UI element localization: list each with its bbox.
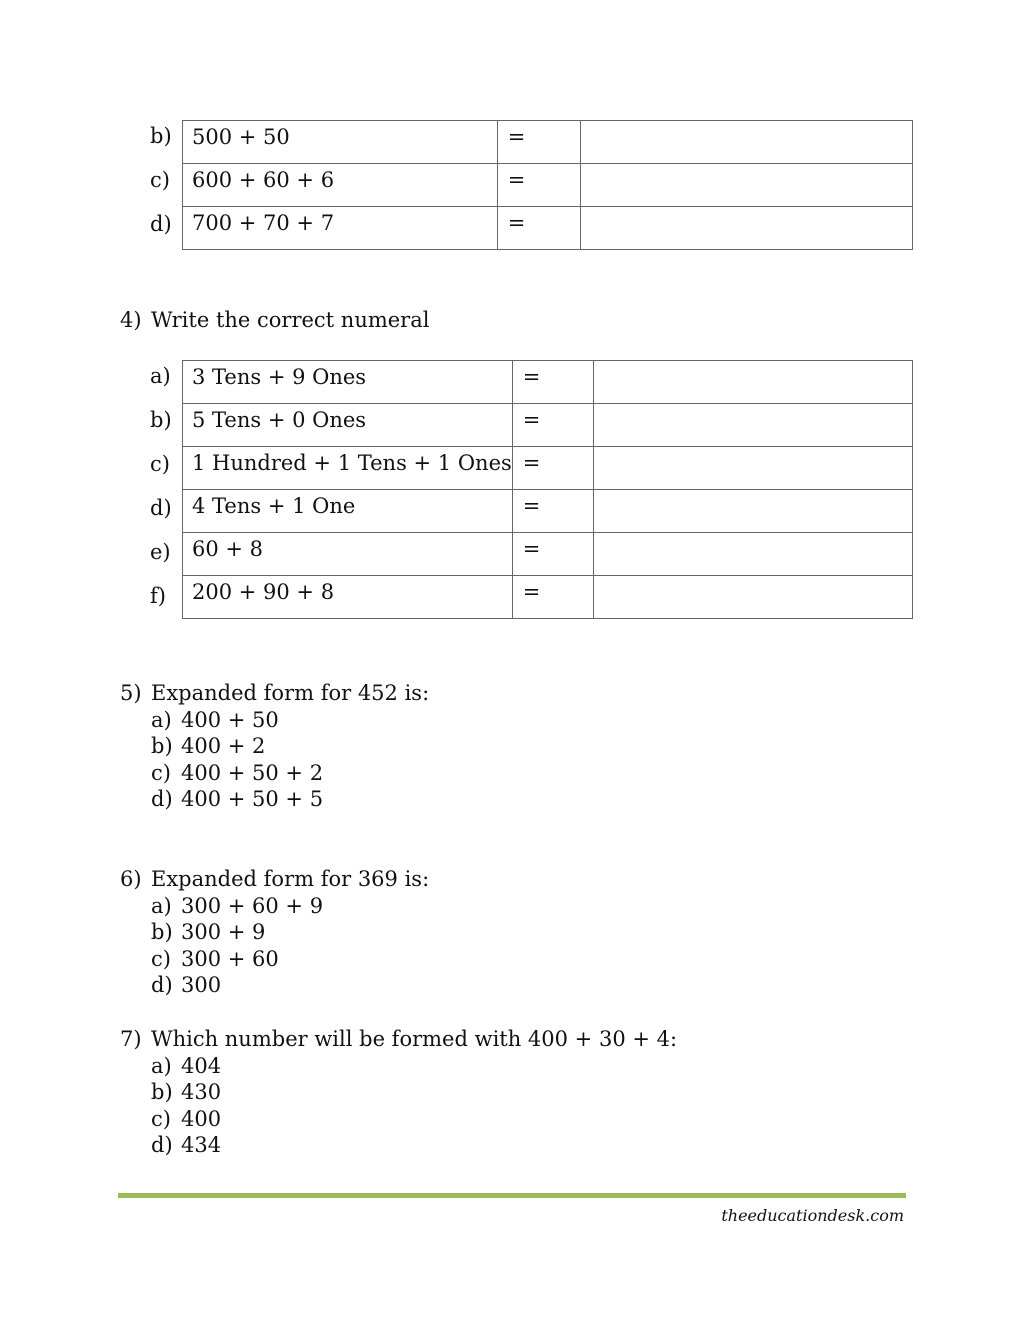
option-d[interactable] (120, 972, 429, 999)
question-number: 4) (120, 308, 142, 332)
table3-grid (182, 120, 913, 250)
option-label: d) (151, 1133, 173, 1157)
answer-cell[interactable] (580, 164, 912, 207)
row-label: d) (150, 496, 172, 520)
option-text: 400 (181, 1106, 222, 1131)
table-row (183, 404, 913, 447)
option-text: 300 + 60 (181, 946, 279, 971)
option-text: 300 + 9 (181, 920, 266, 944)
row-label: e) (150, 540, 171, 564)
question-number: 6) (120, 867, 142, 891)
expression-cell: 600 + 60 + 6 (183, 164, 498, 207)
option-label: b) (151, 734, 173, 758)
expression-cell: 3 Tens + 9 Ones (183, 361, 513, 404)
table-row (183, 533, 913, 576)
answer-cell[interactable] (593, 361, 913, 404)
option-text: 300 (181, 973, 222, 997)
answer-cell[interactable] (593, 404, 913, 447)
equals-cell: = (512, 404, 593, 447)
option-text: 404 (181, 1053, 222, 1078)
table-row (183, 447, 913, 490)
expression-cell: 1 Hundred + 1 Tens + 1 Ones (183, 447, 513, 490)
equals-cell: = (512, 447, 593, 490)
row-label: a) (150, 364, 171, 388)
footer-rule (118, 1193, 906, 1198)
option-text: 400 + 50 (181, 707, 279, 732)
question-text: Expanded form for 369 is: (151, 867, 430, 891)
table-row (183, 121, 913, 164)
expression-cell: 5 Tens + 0 Ones (183, 404, 513, 447)
equals-cell: = (512, 490, 593, 533)
table-row (183, 576, 913, 619)
answer-cell[interactable] (593, 576, 913, 619)
table-row (183, 361, 913, 404)
question-5 (120, 680, 429, 813)
option-text: 430 (181, 1080, 222, 1104)
equals-cell: = (497, 164, 580, 207)
equals-cell: = (512, 361, 593, 404)
option-text: 400 + 50 + 2 (181, 760, 324, 785)
option-label: a) (151, 1053, 172, 1078)
answer-cell[interactable] (593, 447, 913, 490)
option-b[interactable] (120, 733, 429, 760)
option-label: d) (151, 787, 173, 811)
expression-cell: 200 + 90 + 8 (183, 576, 513, 619)
option-a[interactable] (120, 893, 429, 920)
option-d[interactable] (120, 786, 429, 813)
option-b[interactable] (120, 919, 429, 946)
option-label: c) (151, 760, 171, 785)
option-a[interactable] (120, 707, 429, 734)
equals-cell: = (497, 207, 580, 250)
question-text: Write the correct numeral (151, 308, 430, 332)
table-row (183, 490, 913, 533)
option-c[interactable] (120, 760, 429, 787)
equals-cell: = (497, 121, 580, 164)
expression-cell: 60 + 8 (183, 533, 513, 576)
table4-labels (150, 360, 172, 624)
expression-cell: 500 + 50 (183, 121, 498, 164)
equals-cell: = (512, 533, 593, 576)
option-label: b) (151, 920, 173, 944)
question-7 (120, 1026, 677, 1159)
question-number: 5) (120, 681, 142, 705)
answer-cell[interactable] (580, 121, 912, 164)
option-text: 300 + 60 + 9 (181, 893, 324, 918)
option-text: 400 + 2 (181, 734, 266, 758)
option-text: 434 (181, 1133, 222, 1157)
question-6 (120, 866, 429, 999)
table3-labels (150, 120, 172, 252)
answer-cell[interactable] (580, 207, 912, 250)
option-d[interactable] (120, 1132, 677, 1159)
row-label: c) (150, 168, 170, 192)
answer-cell[interactable] (593, 490, 913, 533)
table4-grid (182, 360, 913, 619)
expression-cell: 4 Tens + 1 One (183, 490, 513, 533)
question-text: Which number will be formed with 400 + 30 + 4: (151, 1027, 678, 1051)
equals-cell: = (512, 576, 593, 619)
row-label: d) (150, 212, 172, 236)
row-label: f) (150, 584, 166, 608)
option-label: c) (151, 1106, 171, 1131)
option-text: 400 + 50 + 5 (181, 787, 324, 811)
option-b[interactable] (120, 1079, 677, 1106)
answer-cell[interactable] (593, 533, 913, 576)
row-label: b) (150, 408, 172, 432)
option-a[interactable] (120, 1053, 677, 1080)
row-label: c) (150, 452, 170, 476)
option-c[interactable] (120, 946, 429, 973)
table-row (183, 164, 913, 207)
option-label: c) (151, 946, 171, 971)
option-label: b) (151, 1080, 173, 1104)
table-row (183, 207, 913, 250)
question-text: Expanded form for 452 is: (151, 681, 430, 705)
question-number: 7) (120, 1027, 142, 1051)
option-label: a) (151, 893, 172, 918)
option-label: d) (151, 973, 173, 997)
footer-site[interactable]: theeducationdesk.com (721, 1206, 904, 1225)
row-label: b) (150, 124, 172, 148)
question-4 (120, 307, 429, 334)
option-label: a) (151, 707, 172, 732)
expression-cell: 700 + 70 + 7 (183, 207, 498, 250)
option-c[interactable] (120, 1106, 677, 1133)
